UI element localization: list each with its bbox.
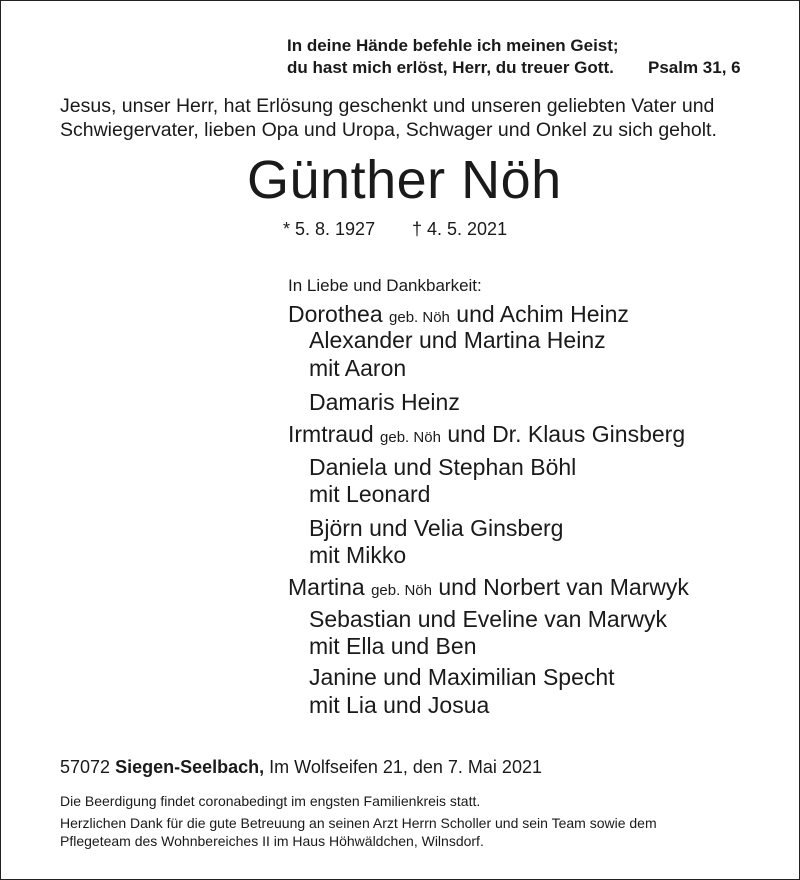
family-head-line: [288, 573, 689, 605]
maiden-name: geb. Nöh: [380, 429, 441, 446]
city-name: Siegen-Seelbach,: [115, 757, 265, 777]
family-member: Daniela und Stephan Böhl: [309, 454, 577, 480]
family-member: Janine und Maximilian Specht: [309, 664, 615, 690]
maiden-name: geb. Nöh: [371, 582, 432, 599]
street-and-date: Im Wolfseifen 21, den 7. Mai 2021: [269, 757, 542, 777]
spouse-name: und Dr. Klaus Ginsberg: [447, 421, 686, 447]
daughter-name: Dorothea: [288, 301, 383, 327]
spouse-name: und Achim Heinz: [456, 301, 629, 327]
verse-line-2: du hast mich erlöst, Herr, du treuer Gott.: [287, 58, 614, 77]
spouse-name: und Norbert van Marwyk: [438, 574, 689, 600]
birth-date: * 5. 8. 1927: [283, 219, 376, 239]
family-member: mit Mikko: [309, 542, 407, 568]
verse-line-1: In deine Hände befehle ich meinen Geist;: [287, 36, 619, 55]
family-member: Alexander und Martina Heinz: [309, 327, 606, 353]
family-member: Björn und Velia Ginsberg: [309, 515, 564, 541]
thanks-line-1: Herzlichen Dank für die gute Betreuung an seinen Arzt Herrn Scholler und sein Team sowie dem: [60, 815, 657, 831]
daughter-name: Irmtraud: [288, 421, 374, 447]
family-member: mit Leonard: [309, 481, 431, 507]
maiden-name: geb. Nöh: [389, 309, 450, 326]
intro-line-1: Jesus, unser Herr, hat Erlösung geschenkt und unseren geliebten Vater und: [60, 95, 715, 117]
zip-code: 57072: [60, 757, 111, 777]
death-date: † 4. 5. 2021: [412, 219, 508, 239]
thanks-line-2: Pflegeteam des Wohnbereiches II im Haus Höhwäldchen, Wilnsdorf.: [60, 833, 484, 849]
deceased-name: Günther Nöh: [247, 150, 562, 210]
family-member: Sebastian und Eveline van Marwyk: [309, 606, 667, 632]
funeral-note: Die Beerdigung findet coronabedingt im engsten Familienkreis statt.: [60, 793, 481, 809]
mourners-heading: In Liebe und Dankbarkeit:: [288, 276, 482, 295]
family-member: Damaris Heinz: [309, 389, 460, 415]
family-head-line: [288, 420, 685, 452]
address-line: [60, 757, 542, 778]
intro-line-2: Schwiegervater, lieben Opa und Uropa, Schwager und Onkel zu sich geholt.: [60, 119, 717, 141]
family-member: mit Lia und Josua: [309, 692, 490, 718]
daughter-name: Martina: [288, 574, 365, 600]
family-member: mit Aaron: [309, 355, 407, 381]
family-member: mit Ella und Ben: [309, 633, 477, 659]
verse-reference: Psalm 31, 6: [648, 58, 741, 77]
